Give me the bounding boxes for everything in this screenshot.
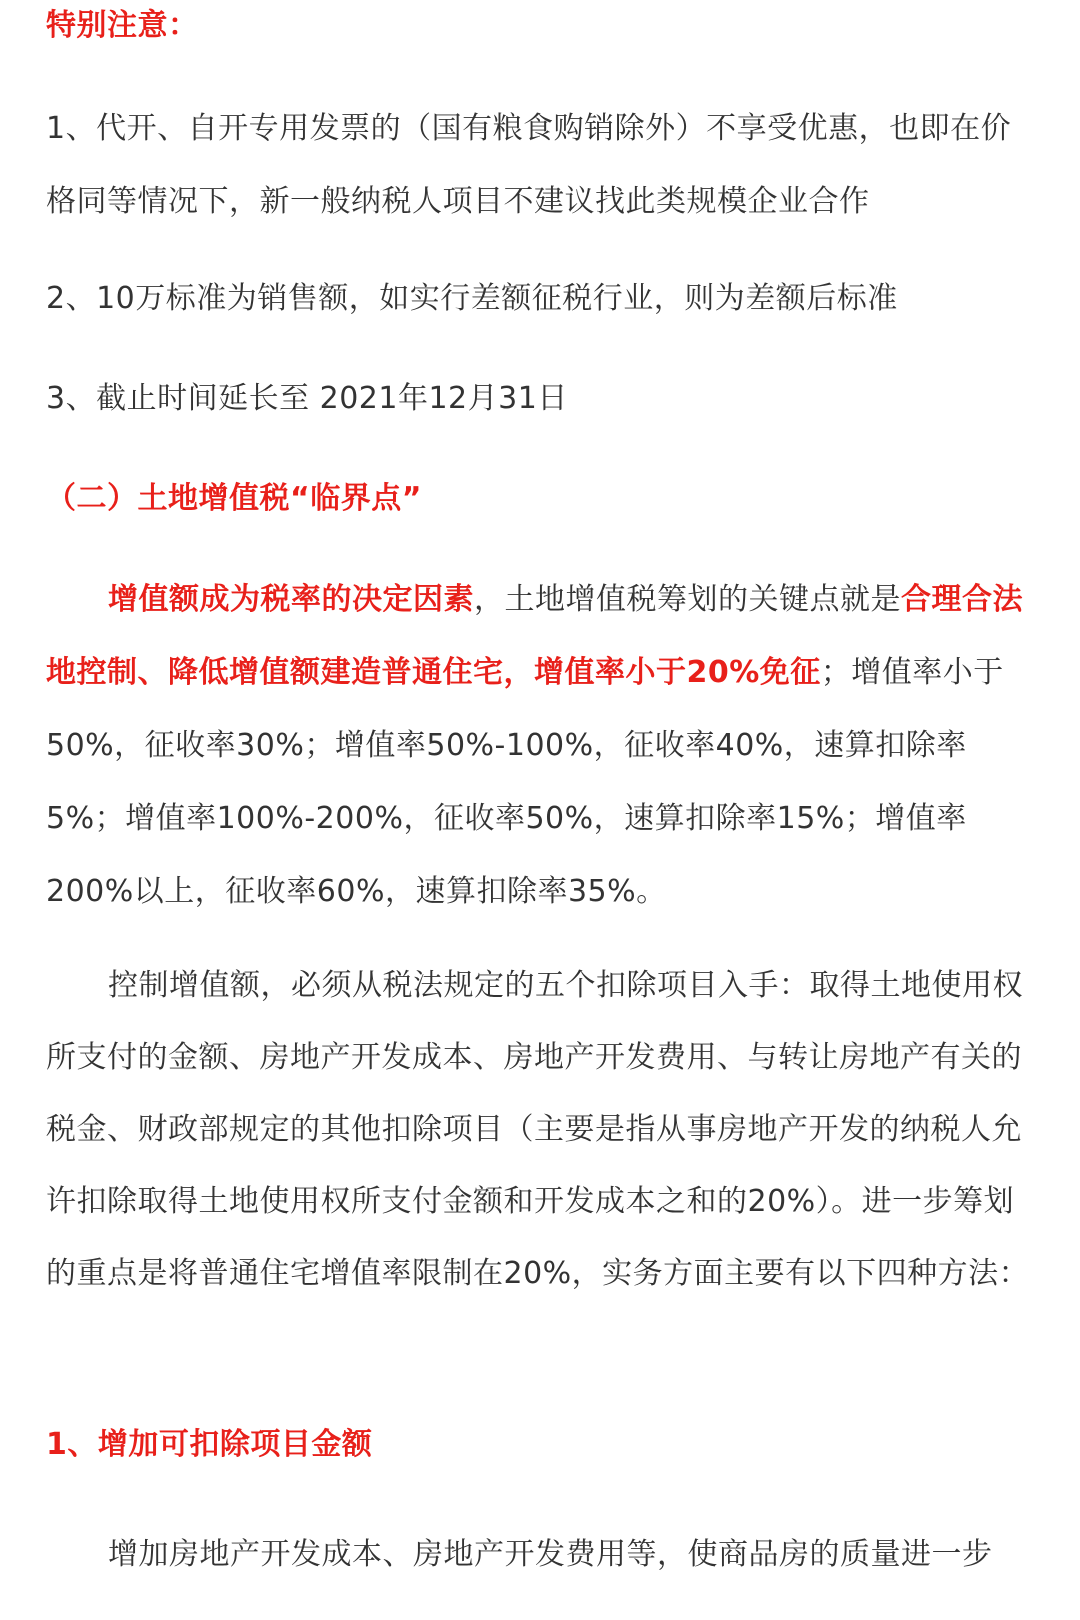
paragraph-value-added-factor bbox=[46, 563, 1036, 928]
paragraph-deduction-items: 控制增值额，必须从税法规定的五个扣除项目入手：取得土地使用权所支付的金额、房地产开发成本、房地产开发费用、与转让房地产有关的税金、财政部规定的其他扣除项目（主要是指从事房地产开发的纳税人允许扣除取得土地使用权所支付金额和开发成本之和的20%）。进一步筹划的重点是将普通住宅增值率限制在20%，实务方面主要有以下四种方法： bbox=[46, 968, 1030, 1291]
paragraph-text: ；增值率小于50%，征收率30%；增值率50%-100%，征收率40%，速算扣除率5%；增值率100%-200%，征收率50%，速算扣除率15%；增值率200%以上，征收率60%，速算扣除率35%。 bbox=[46, 655, 1004, 909]
method-heading-1: 1、增加可扣除项目金额 bbox=[46, 1427, 373, 1462]
notice-item-2: 2、10万标准为销售额，如实行差额征税行业，则为差额后标准 bbox=[46, 281, 898, 316]
notice-item-1: 1、代开、自开专用发票的（国有粮食购销除外）不享受优惠，也即在价格同等情况下，新一般纳税人项目不建议找此类规模企业合作 bbox=[46, 111, 1012, 219]
highlight-lead: 增值额成为税率的决定因素 bbox=[108, 582, 474, 617]
notice-item-3: 3、截止时间延长至 2021年12月31日 bbox=[46, 381, 568, 416]
highlight-key-point: 合理合法地控制、降低增值额建造普通住宅，增值率小于20%免征 bbox=[46, 582, 1023, 690]
paragraph-increase-costs: 增加房地产开发成本、房地产开发费用等，使商品房的质量进一步 bbox=[108, 1537, 993, 1572]
section-heading-land-vat: （二）土地增值税“临界点” bbox=[46, 481, 422, 516]
notice-title: 特别注意： bbox=[46, 8, 199, 43]
paragraph-text: ，土地增值税筹划的关键点就是 bbox=[474, 582, 901, 617]
